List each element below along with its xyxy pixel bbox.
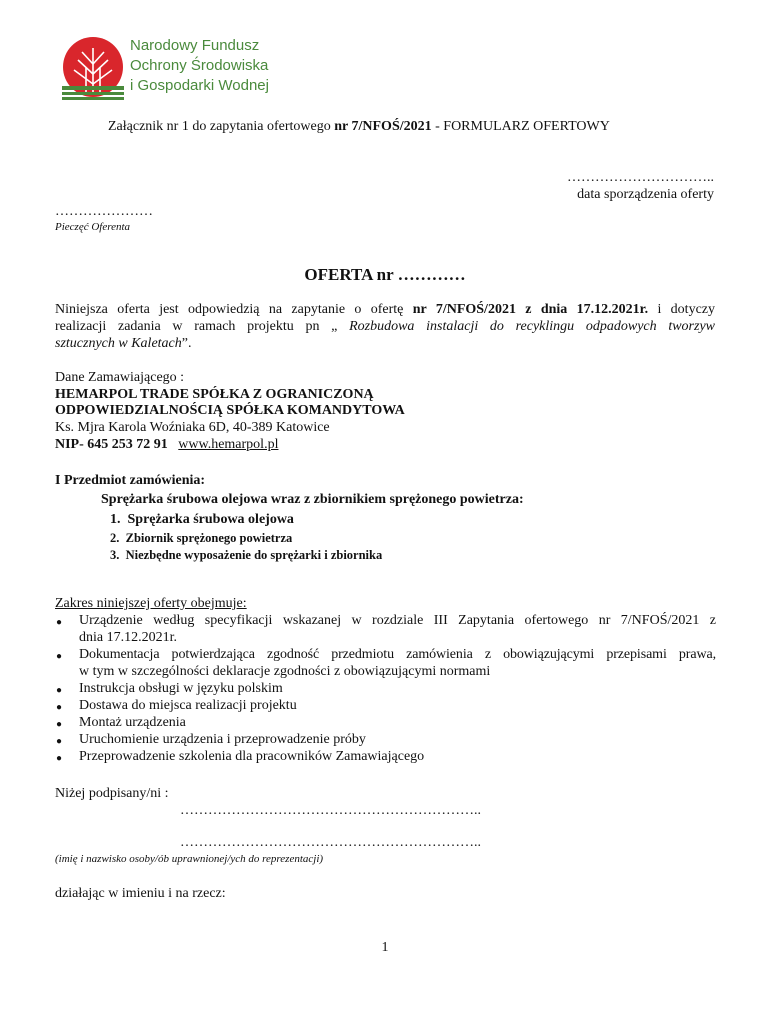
nfosigw-logo [60,34,280,106]
buyer-label: Dane Zamawiającego : [55,370,185,385]
buyer-name-2: ODPOWIEDZIALNOŚCIĄ SPÓŁKA KOMANDYTOWA [55,403,405,418]
item-number: 1. [110,512,121,527]
item-number: 3. [110,548,120,562]
subject-item-2 [110,531,292,546]
scope-heading: Zakres niniejszej oferty obejmuje: [55,596,247,611]
attachment-header [108,119,610,135]
scope-item-4: Dostawa do miejsca realizacji projektu [79,698,297,713]
intro-line-1 [55,302,715,318]
scope-item-3: Instrukcja obsługi w języku polskim [79,681,283,696]
page-number: 1 [381,940,389,955]
nfosigw-emblem-icon [60,34,126,104]
date-label: data sporządzenia oferty [577,187,714,202]
scope-item-5: Montaż urządzenia [79,715,186,730]
bullet-icon: ● [56,736,63,747]
acting-on-behalf: działając w imieniu i na rzecz: [55,886,226,901]
signatory-dots-2: ……………………………………………………….. [180,835,481,850]
intro-line-2 [55,319,715,335]
header-ref: nr 7/NFOŚ/2021 [334,119,432,134]
scope-item-1-line-2: dnia 17.12.2021r. [79,630,177,645]
offer-title: OFERTA nr ………… [304,265,466,284]
logo-line-3: i Gospodarki Wodnej [130,77,269,94]
scope-item-7: Przeprowadzenie szkolenia dla pracowników Zamawiającego [79,749,425,764]
logo-line-2: Ochrony Środowiska [130,57,269,74]
logo-line-1: Narodowy Fundusz [130,37,260,54]
subject-item-3 [110,548,382,563]
item-number: 2. [110,531,120,545]
item-text: Sprężarka śrubowa olejowa [127,512,294,527]
item-text: Niezbędne wyposażenie do sprężarki i zbiornika [125,548,383,562]
subject-item-1 [110,512,294,528]
bullet-icon: ● [56,685,63,696]
scope-item-1-line-1: Urządzenie według specyfikacji wskazanej w rozdziale III Zapytania ofertowego nr 7/NFOŚ/2021 z [79,613,716,628]
bullet-icon: ● [56,753,63,764]
project-name-part-2: sztucznych w Kaletach [55,336,182,351]
intro-text-1a: Niniejsza oferta jest odpowiedzią na zapytanie o ofertę [55,302,413,317]
scope-item-6: Uruchomienie urządzenia i przeprowadzenie próby [79,732,366,747]
subject-heading: I Przedmiot zamówienia: [55,473,206,488]
buyer-nip-row [55,437,278,453]
item-text: Zbiornik sprężonego powietrza [125,531,293,545]
subject-subheading: Sprężarka śrubowa olejowa wraz z zbiornikiem sprężonego powietrza: [101,492,524,507]
buyer-name-1: HEMARPOL TRADE SPÓŁKA Z OGRANICZONĄ [55,387,374,402]
intro-text-2a: realizacji zadania w ramach projektu pn „ [55,319,350,334]
stamp-dots: ………………… [55,204,153,219]
intro-line-3 [55,336,191,352]
date-dots: ………………………….. [567,170,714,185]
signatory-dots-1: ……………………………………………………….. [180,803,481,818]
bullet-icon: ● [56,617,63,628]
bullet-icon: ● [56,702,63,713]
project-name-part-1: Rozbudowa instalacji do recyklingu odpadowych tworzyw [349,319,716,334]
header-prefix: Załącznik nr 1 do zapytania ofertowego [108,119,335,134]
signatory-note: (imię i nazwisko osoby/ób uprawnionej/ych do reprezentacji) [55,853,324,865]
stamp-label: Pieczęć Oferenta [55,221,131,233]
intro-reference: nr 7/NFOŚ/2021 z dnia 17.12.2021r. [412,302,649,317]
signatory-label: Niżej podpisany/ni : [55,786,169,801]
intro-text-3b: ”. [181,336,192,351]
bullet-icon: ● [56,719,63,730]
scope-item-2-line-1: Dokumentacja potwierdzająca zgodność przedmiotu zamówienia z obowiązującymi przepisami prawa, [79,647,716,662]
buyer-nip: NIP- 645 253 72 91 [55,437,168,452]
bullet-icon: ● [56,651,63,662]
header-suffix: - FORMULARZ OFERTOWY [431,119,610,134]
buyer-website-link[interactable]: www.hemarpol.pl [178,437,279,452]
logo-text [130,36,269,96]
intro-text-1c: i dotyczy [648,302,715,317]
buyer-address: Ks. Mjra Karola Woźniaka 6D, 40-389 Katowice [55,420,330,435]
scope-item-2-line-2: w tym w szczególności deklaracje zgodności z obowiązującymi normami [79,664,491,679]
